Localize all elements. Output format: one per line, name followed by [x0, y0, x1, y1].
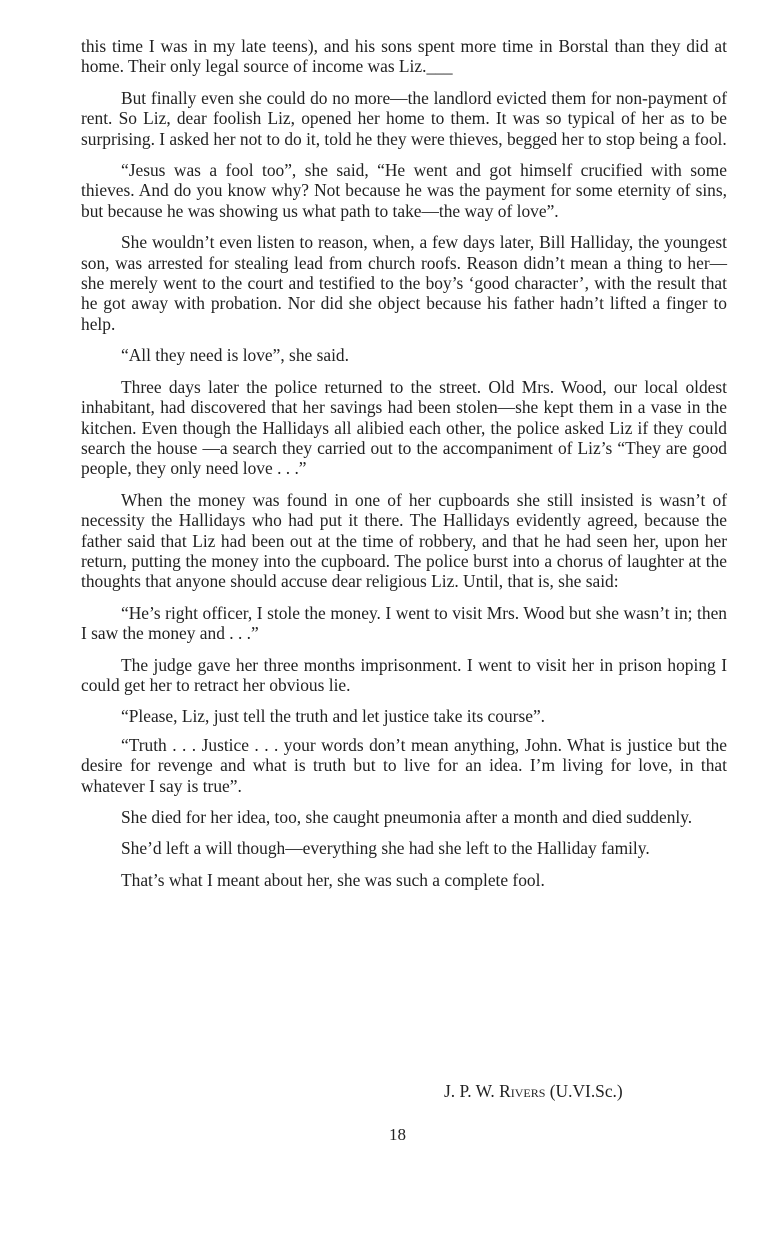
author-initials: J. P. W. [444, 1081, 495, 1101]
paragraph: “Please, Liz, just tell the truth and let justice take its course”. [121, 706, 546, 727]
page-number: 18 [389, 1125, 406, 1144]
paragraph: “All they need is love”, she said. [121, 345, 349, 366]
author-form: (U.VI.Sc.) [549, 1081, 623, 1101]
author-surname: Rivers [499, 1081, 546, 1101]
paragraph: That’s what I meant about her, she was such a complete fool. [121, 869, 545, 890]
paragraph: “Jesus was a fool too”, she said, “He went and got himself crucified with some thieves. And do you know why? Not because he was the payment for some eternity of sins, but because he was showing us what path to take—the way of love”. [81, 160, 727, 221]
paragraph: this time I was in my late teens), and his sons spent more time in Borstal than they did at home. Their only legal source of income was Liz.___ [81, 36, 727, 77]
paragraph: Three days later the police returned to the street. Old Mrs. Wood, our local oldest inhabitant, had discovered that her savings had been stolen—she kept them in a vase in the kitchen. Even though the Hallidays all alibied each other, the police asked Liz if they could search the house —a search they carried out to the accompaniment of Liz’s “They are good people, they only need love . . .” [81, 376, 727, 479]
paragraph: “Truth . . . Justice . . . your words don’t mean anything, John. What is justice but the desire for revenge and what is truth but to live for an idea. I’m living for love, in that whatever I say is true”. [81, 734, 727, 796]
story-body [81, 36, 727, 901]
paragraph: When the money was found in one of her cupboards she still insisted is wasn’t of necessity the Hallidays who had put it there. The Hallidays evidently agreed, because the father said that Liz had been out at the time of robbery, and that he had seen her, upon her return, putting the money into the cupboard. The police burst into a chorus of laughter at the thoughts that anyone should accuse dear religious Liz. Until, that is, she said: [81, 489, 727, 592]
paragraph: She’d left a will though—everything she had she left to the Halliday family. [121, 838, 650, 859]
paragraph: She died for her idea, too, she caught pneumonia after a month and died suddenly. [121, 807, 693, 827]
paragraph: She wouldn’t even listen to reason, when, a few days later, Bill Halliday, the youngest son, was arrested for stealing lead from church roofs. Reason didn’t mean a thing to her—she merely went to the court and testified to the boy’s ‘good character’, with the result that he got away with probation. Nor did she object because his father hadn’t lifted a finger to help. [81, 232, 727, 334]
paragraph: “He’s right officer, I stole the money. I went to visit Mrs. Wood but she wasn’t in; then I saw the money and . . .” [81, 602, 727, 644]
author-signature [444, 1081, 623, 1102]
paragraph: But finally even she could do no more—the landlord evicted them for non-payment of rent. So Liz, dear foolish Liz, opened her home to them. It was so typical of her as to be surprising. I asked her not to do it, told he they were thieves, begged her to stop being a fool. [81, 87, 727, 149]
paragraph: The judge gave her three months imprisonment. I went to visit her in prison hoping I could get her to retract her obvious lie. [81, 654, 727, 695]
